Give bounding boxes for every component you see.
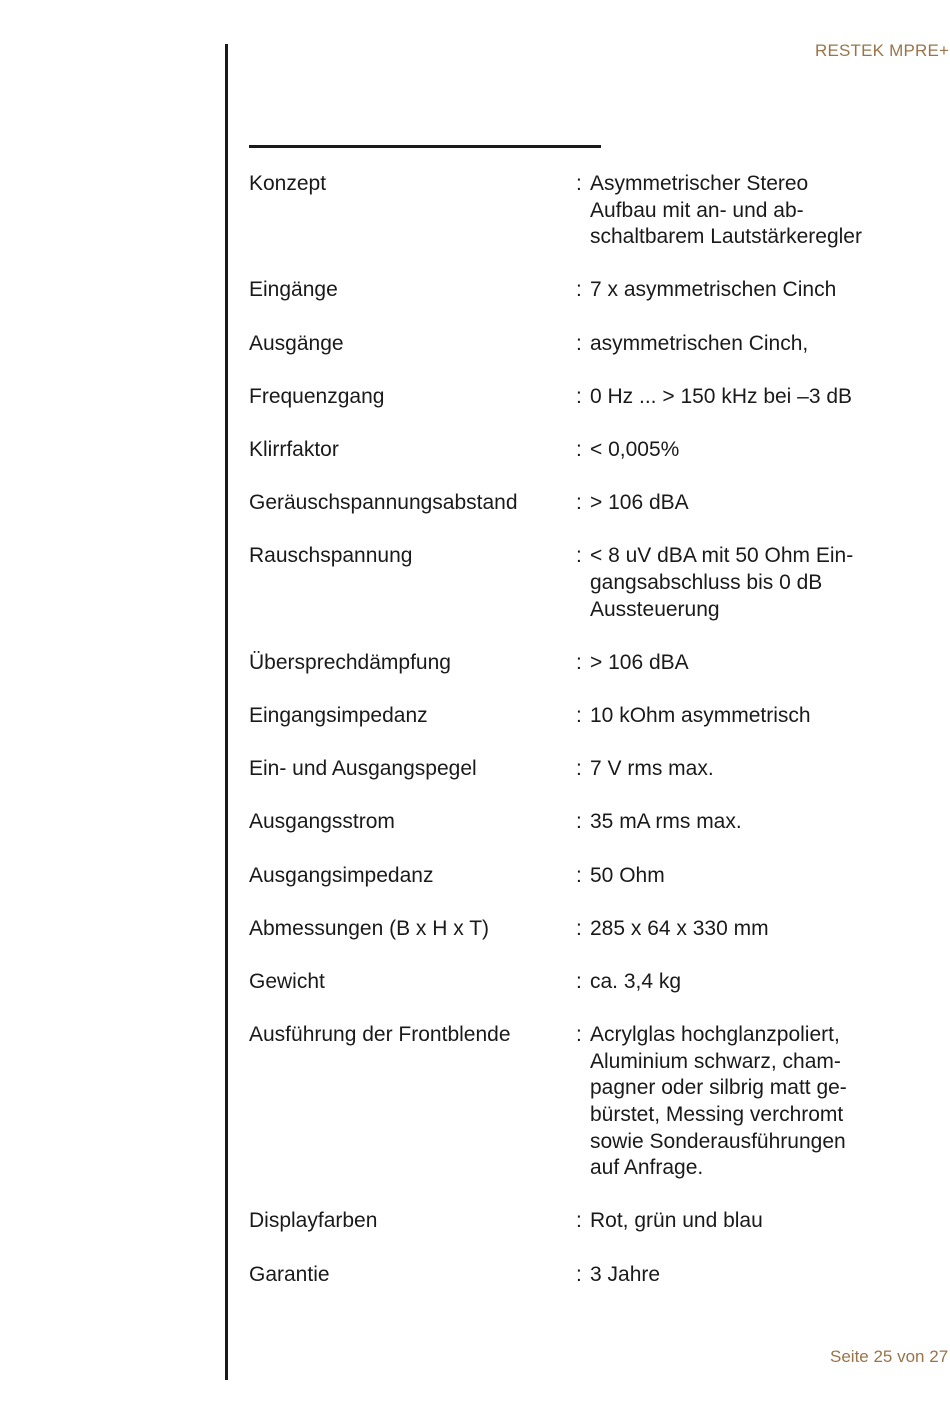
spec-separator: :: [576, 757, 582, 781]
spec-separator: :: [576, 1023, 582, 1047]
spec-value: [590, 863, 950, 890]
title-underline: [249, 145, 601, 148]
page-number: Seite 25 von 27: [830, 1347, 949, 1366]
spec-label: Ausgänge: [249, 331, 344, 355]
spec-label: Ein- und Ausgangspegel: [249, 757, 477, 781]
spec-separator: :: [576, 172, 582, 195]
header-title: RESTEK MPRE+: [815, 41, 950, 60]
spec-separator: :: [576, 863, 582, 887]
spec-value: [590, 277, 950, 304]
spec-label: Klirrfaktor: [249, 438, 339, 461]
spec-label: Eingangsimpedanz: [249, 704, 428, 727]
spec-value: [590, 543, 950, 623]
spec-value-line: Aufbau mit an- und ab-: [590, 198, 804, 222]
spec-value-line: 10 kOhm asymmetrisch: [590, 704, 811, 727]
spec-value-line: 285 x 64 x 330 mm: [590, 916, 769, 940]
spec-separator: :: [576, 544, 582, 568]
left-margin-rule: [225, 44, 228, 1380]
spec-value-line: Asymmetrischer Stereo: [590, 172, 809, 195]
spec-separator: :: [576, 491, 582, 515]
spec-label: Frequenzgang: [249, 384, 385, 408]
spec-value: [590, 384, 950, 411]
spec-value-line: sowie Sonderausführungen: [590, 1129, 846, 1153]
spec-separator: :: [576, 916, 582, 940]
spec-label: Ausgangsstrom: [249, 810, 395, 834]
spec-separator: :: [576, 1209, 582, 1233]
spec-value-line: gangsabschluss bis 0 dB: [590, 570, 823, 594]
spec-separator: :: [576, 438, 582, 461]
spec-value-line: 50 Ohm: [590, 863, 665, 887]
spec-value: [590, 1208, 950, 1235]
spec-value: [590, 437, 950, 464]
spec-value: [590, 756, 950, 783]
spec-label: Geräuschspannungsabstand: [249, 491, 518, 515]
spec-separator: :: [576, 704, 582, 727]
spec-label: Garantie: [249, 1262, 330, 1286]
spec-value-line: 35 mA rms max.: [590, 810, 742, 834]
spec-separator: :: [576, 331, 582, 355]
spec-label: Übersprechdämpfung: [249, 650, 451, 674]
spec-value-line: 7 V rms max.: [590, 757, 714, 781]
spec-value-line: pagner oder silbrig matt ge-: [590, 1076, 847, 1100]
spec-value-line: asymmetrischen Cinch,: [590, 331, 809, 355]
spec-value-line: bürstet, Messing verchromt: [590, 1102, 844, 1126]
spec-separator: :: [576, 810, 582, 834]
spec-value: [590, 916, 950, 943]
spec-value: [590, 809, 950, 836]
spec-value-line: 3 Jahre: [590, 1262, 661, 1286]
spec-label: Rauschspannung: [249, 544, 413, 568]
spec-value-line: 7 x asymmetrischen Cinch: [590, 278, 837, 302]
spec-separator: :: [576, 1262, 582, 1286]
spec-value-line: schaltbarem Lautstärkeregler: [590, 225, 862, 249]
spec-label: Ausführung der Frontblende: [249, 1023, 511, 1047]
spec-value-line: > 106 dBA: [590, 491, 689, 515]
spec-value-line: < 0,005%: [590, 438, 680, 461]
spec-separator: :: [576, 278, 582, 302]
spec-value-line: > 106 dBA: [590, 650, 689, 674]
spec-value: [590, 1262, 950, 1289]
spec-label: Gewicht: [249, 970, 325, 993]
spec-value: [590, 490, 950, 517]
spec-value: [590, 171, 950, 251]
spec-label: Displayfarben: [249, 1209, 378, 1233]
spec-value: [590, 1022, 950, 1182]
spec-value: [590, 650, 950, 677]
spec-value-line: Aluminium schwarz, cham-: [590, 1049, 841, 1073]
spec-value: [590, 703, 950, 730]
spec-separator: :: [576, 384, 582, 408]
spec-value-line: ca. 3,4 kg: [590, 970, 682, 993]
spec-value: [590, 331, 950, 358]
spec-value-line: auf Anfrage.: [590, 1156, 704, 1180]
spec-value-line: Rot, grün und blau: [590, 1209, 763, 1233]
spec-label: Konzept: [249, 172, 327, 195]
spec-separator: :: [576, 970, 582, 993]
spec-label: Ausgangsimpedanz: [249, 863, 434, 887]
spec-label: Eingänge: [249, 278, 338, 302]
spec-value: [590, 969, 950, 996]
spec-separator: :: [576, 650, 582, 674]
spec-value-line: < 8 uV dBA mit 50 Ohm Ein-: [590, 544, 854, 568]
spec-value-line: 0 Hz ... > 150 kHz bei –3 dB: [590, 384, 853, 408]
spec-label: Abmessungen (B x H x T): [249, 916, 490, 940]
spec-value-line: Aussteuerung: [590, 597, 720, 621]
spec-value-line: Acrylglas hochglanzpoliert,: [590, 1023, 840, 1047]
